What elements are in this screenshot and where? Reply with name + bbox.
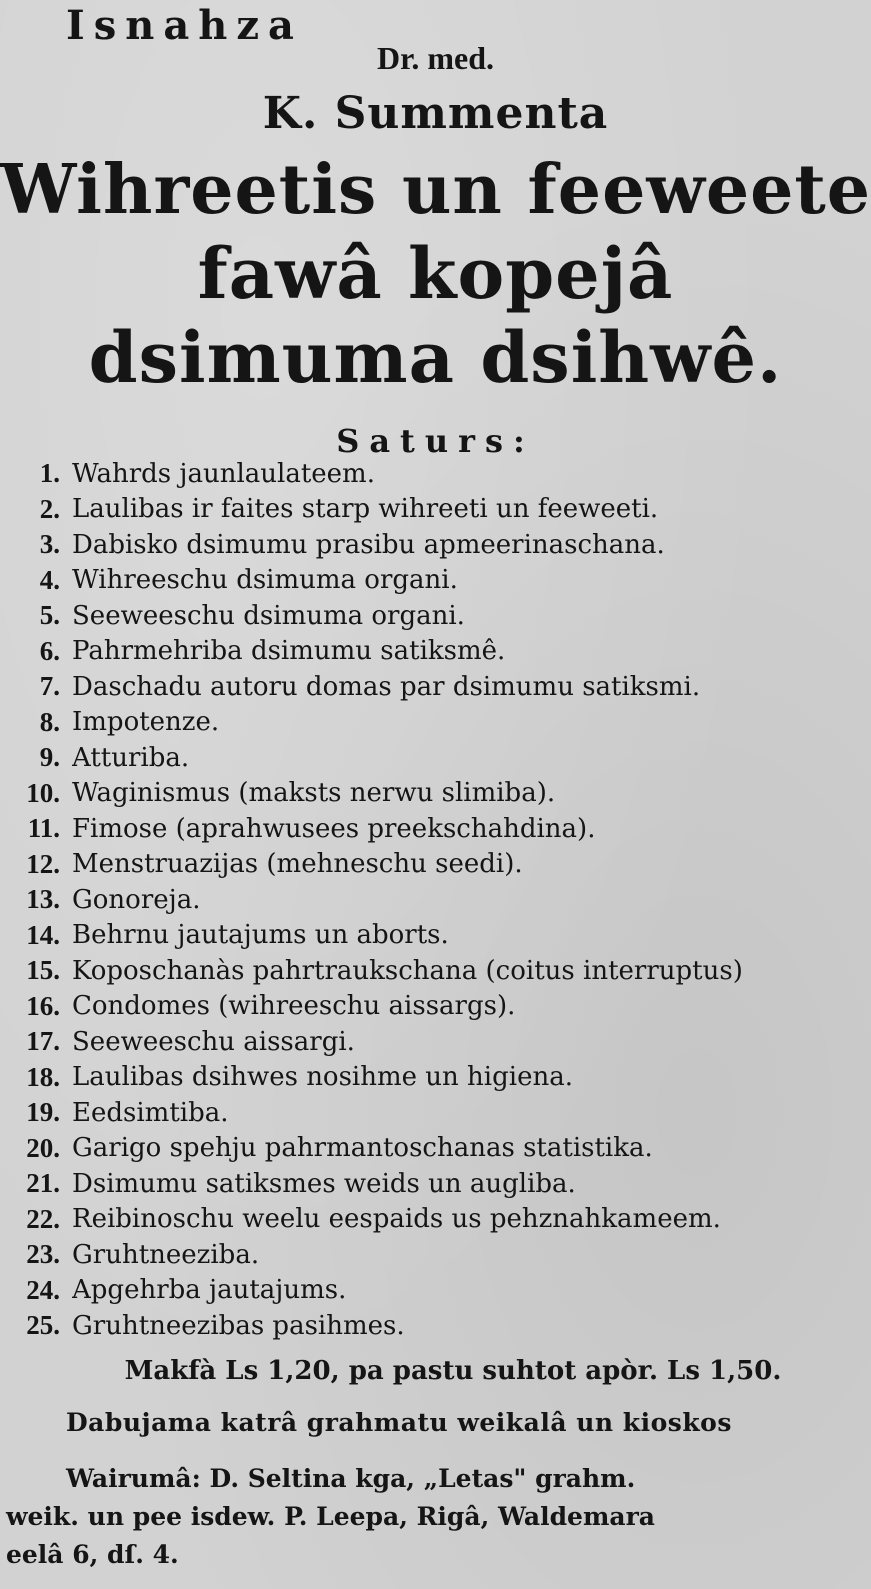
toc-number: 2. — [39, 493, 60, 524]
toc-text: Dsimumu satiksmes weids un augliba. — [72, 1168, 576, 1199]
toc-item — [6, 1131, 868, 1167]
toc-text: Koposchanàs pahrtraukschana (coitus interruptus) — [72, 955, 743, 986]
toc-item — [6, 1237, 868, 1273]
toc-item — [6, 811, 868, 847]
toc-text: Apgehrba jautajums. — [72, 1275, 347, 1306]
price-line: Makfà Ls 1,20, pa pastu suhtot apòr. Ls 1,50. — [124, 1356, 782, 1386]
toc-number: 22. — [26, 1203, 60, 1234]
toc-number: 8. — [39, 706, 60, 737]
toc-item — [6, 1273, 868, 1309]
toc-text: Wihreeschu dsimuma organi. — [72, 565, 458, 596]
toc-text: Garigo spehju pahrmantoschanas statistika. — [72, 1133, 653, 1164]
toc-text: Fimose (aprahwusees preekschahdina). — [72, 813, 596, 844]
toc-item — [6, 527, 868, 563]
toc-number: 10. — [26, 777, 60, 808]
toc-number: 25. — [26, 1310, 60, 1341]
toc-text: Reibinoschu weelu eespaids us pehznahkameem. — [72, 1204, 721, 1235]
table-of-contents — [6, 456, 868, 1344]
toc-item — [6, 1166, 868, 1202]
title-line: Wihreetis un feeweete — [0, 150, 871, 230]
toc-item — [6, 989, 868, 1025]
toc-text: Wahrds jaunlaulateem. — [72, 458, 375, 489]
toc-item — [6, 953, 868, 989]
toc-text: Waginismus (maksts nerwu slimiba). — [72, 778, 556, 809]
toc-item — [6, 847, 868, 883]
toc-item — [6, 456, 868, 492]
toc-item — [6, 918, 868, 954]
toc-number: 20. — [26, 1132, 60, 1163]
toc-number: 24. — [26, 1274, 60, 1305]
wholesale-line: eelâ 6, dſ. 4. — [6, 1540, 179, 1569]
toc-number: 5. — [39, 600, 60, 631]
toc-number: 11. — [27, 813, 60, 844]
toc-number: 4. — [39, 564, 60, 595]
title-line: dsimuma dsihwê. — [88, 316, 783, 399]
doctor-title: Dr. med. — [376, 40, 495, 76]
toc-text: Seeweeschu aissargi. — [72, 1026, 355, 1057]
toc-item — [6, 1060, 868, 1096]
toc-item — [6, 740, 868, 776]
toc-text: Condomes (wihreeschu aissargs). — [72, 991, 516, 1022]
toc-number: 19. — [26, 1097, 60, 1128]
toc-number: 7. — [39, 671, 60, 702]
author-name: K. Summenta — [262, 88, 609, 139]
toc-item — [6, 1308, 868, 1344]
toc-number: 14. — [26, 919, 60, 950]
pre-title: Isnahza — [66, 2, 303, 49]
book-title — [0, 148, 871, 400]
toc-item — [6, 634, 868, 670]
toc-number: 17. — [26, 1026, 60, 1057]
toc-number: 16. — [26, 990, 60, 1021]
toc-text: Impotenze. — [72, 707, 220, 738]
toc-text: Gonoreja. — [72, 884, 201, 915]
toc-text: Seeweeschu dsimuma organi. — [72, 600, 465, 631]
toc-text: Pahrmehriba dsimumu satiksmê. — [72, 636, 506, 667]
toc-text: Behrnu jautajums un aborts. — [72, 920, 449, 951]
wholesale-info — [6, 1460, 866, 1574]
toc-text: Eedsimtiba. — [72, 1097, 229, 1128]
toc-number: 15. — [26, 955, 60, 986]
toc-number: 6. — [39, 635, 60, 666]
toc-item — [6, 492, 868, 528]
toc-item — [6, 598, 868, 634]
toc-text: Laulibas dsihwes nosihme un higiena. — [72, 1062, 573, 1093]
toc-number: 1. — [39, 458, 60, 489]
toc-number: 23. — [26, 1239, 60, 1270]
toc-number: 21. — [26, 1168, 60, 1199]
wholesale-line: weik. un pee isdew. P. Leepa, Rigâ, Waldemara — [6, 1502, 655, 1531]
toc-item — [6, 776, 868, 812]
toc-item — [6, 882, 868, 918]
toc-item — [6, 1095, 868, 1131]
toc-text: Gruhtneeziba. — [72, 1239, 260, 1270]
toc-text: Laulibas ir faites starp wihreeti un feeweeti. — [72, 494, 659, 525]
availability-line: Dabujama katrâ grahmatu weikalâ un kioskos — [66, 1408, 732, 1437]
toc-number: 9. — [39, 742, 60, 773]
toc-text: Atturiba. — [72, 742, 190, 773]
toc-item — [6, 1024, 868, 1060]
toc-number: 12. — [26, 848, 60, 879]
toc-item — [6, 705, 868, 741]
toc-item — [6, 669, 868, 705]
contents-heading: Saturs: — [336, 422, 535, 460]
toc-number: 3. — [39, 529, 60, 560]
toc-text: Daschadu autoru domas par dsimumu satiksmi. — [72, 671, 701, 702]
toc-text: Gruhtneezibas pasihmes. — [72, 1310, 405, 1341]
toc-number: 18. — [26, 1061, 60, 1092]
toc-item — [6, 563, 868, 599]
toc-text: Dabisko dsimumu prasibu apmeerinaschana. — [72, 529, 665, 560]
toc-item — [6, 1202, 868, 1238]
toc-text: Menstruazijas (mehneschu seedi). — [72, 849, 523, 880]
toc-number: 13. — [26, 884, 60, 915]
title-line: fawâ kopejâ — [197, 232, 674, 315]
wholesale-line: Wairumâ: D. Seltina kga, „Letas" grahm. — [66, 1464, 636, 1493]
